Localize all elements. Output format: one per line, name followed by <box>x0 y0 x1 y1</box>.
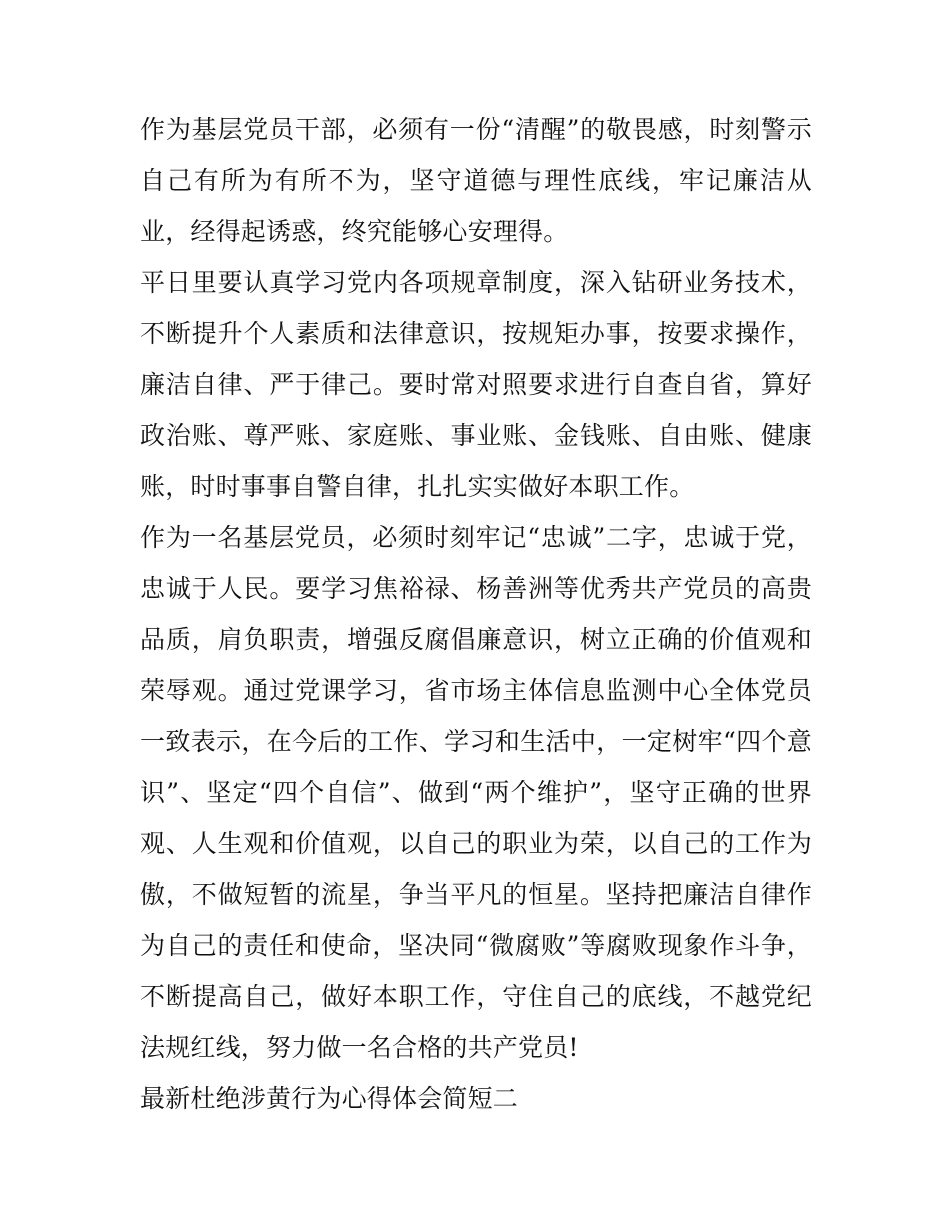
paragraph-2: 平日里要认真学习党内各项规章制度，深入钻研业务技术，不断提升个人素质和法律意识，按规矩办事，按要求操作，廉洁自律、严于律己。要时常对照要求进行自查自省，算好政治账、尊严账、家庭账、事业账、金钱账、自由账、健康账，时时事事自警自律，扎扎实实做好本职工作。 <box>140 268 812 501</box>
paragraph-3: 作为一名基层党员，必须时刻牢记“忠诚”二字，忠诚于党，忠诚于人民。要学习焦裕禄、杨善洲等优秀共产党员的高贵品质，肩负职责，增强反腐倡廉意识，树立正确的价值观和荣辱观。通过党课学习，省市场主体信息监测中心全体党员一致表示，在今后的工作、学习和生活中，一定树牢“四个意识”、坚定“四个自信”、做到“两个维护”，坚守正确的世界观、人生观和价值观，以自己的职业为荣，以自己的工作为傲，不做短暂的流星，争当平凡的恒星。坚持把廉洁自律作为自己的责任和使命，坚决同“微腐败”等腐败现象作斗争，不断提高自己，做好本职工作，守住自己的底线，不越党纪法规红线，努力做一名合格的共产党员! <box>140 523 812 1062</box>
section-heading: 最新杜绝涉黄行为心得体会简短二 <box>140 1084 519 1113</box>
document-body <box>140 104 812 1124</box>
paragraph-1: 作为基层党员干部，必须有一份“清醒”的敬畏感，时刻警示自己有所为有所不为，坚守道德与理性底线，牢记廉洁从业，经得起诱惑，终究能够心安理得。 <box>140 115 812 246</box>
